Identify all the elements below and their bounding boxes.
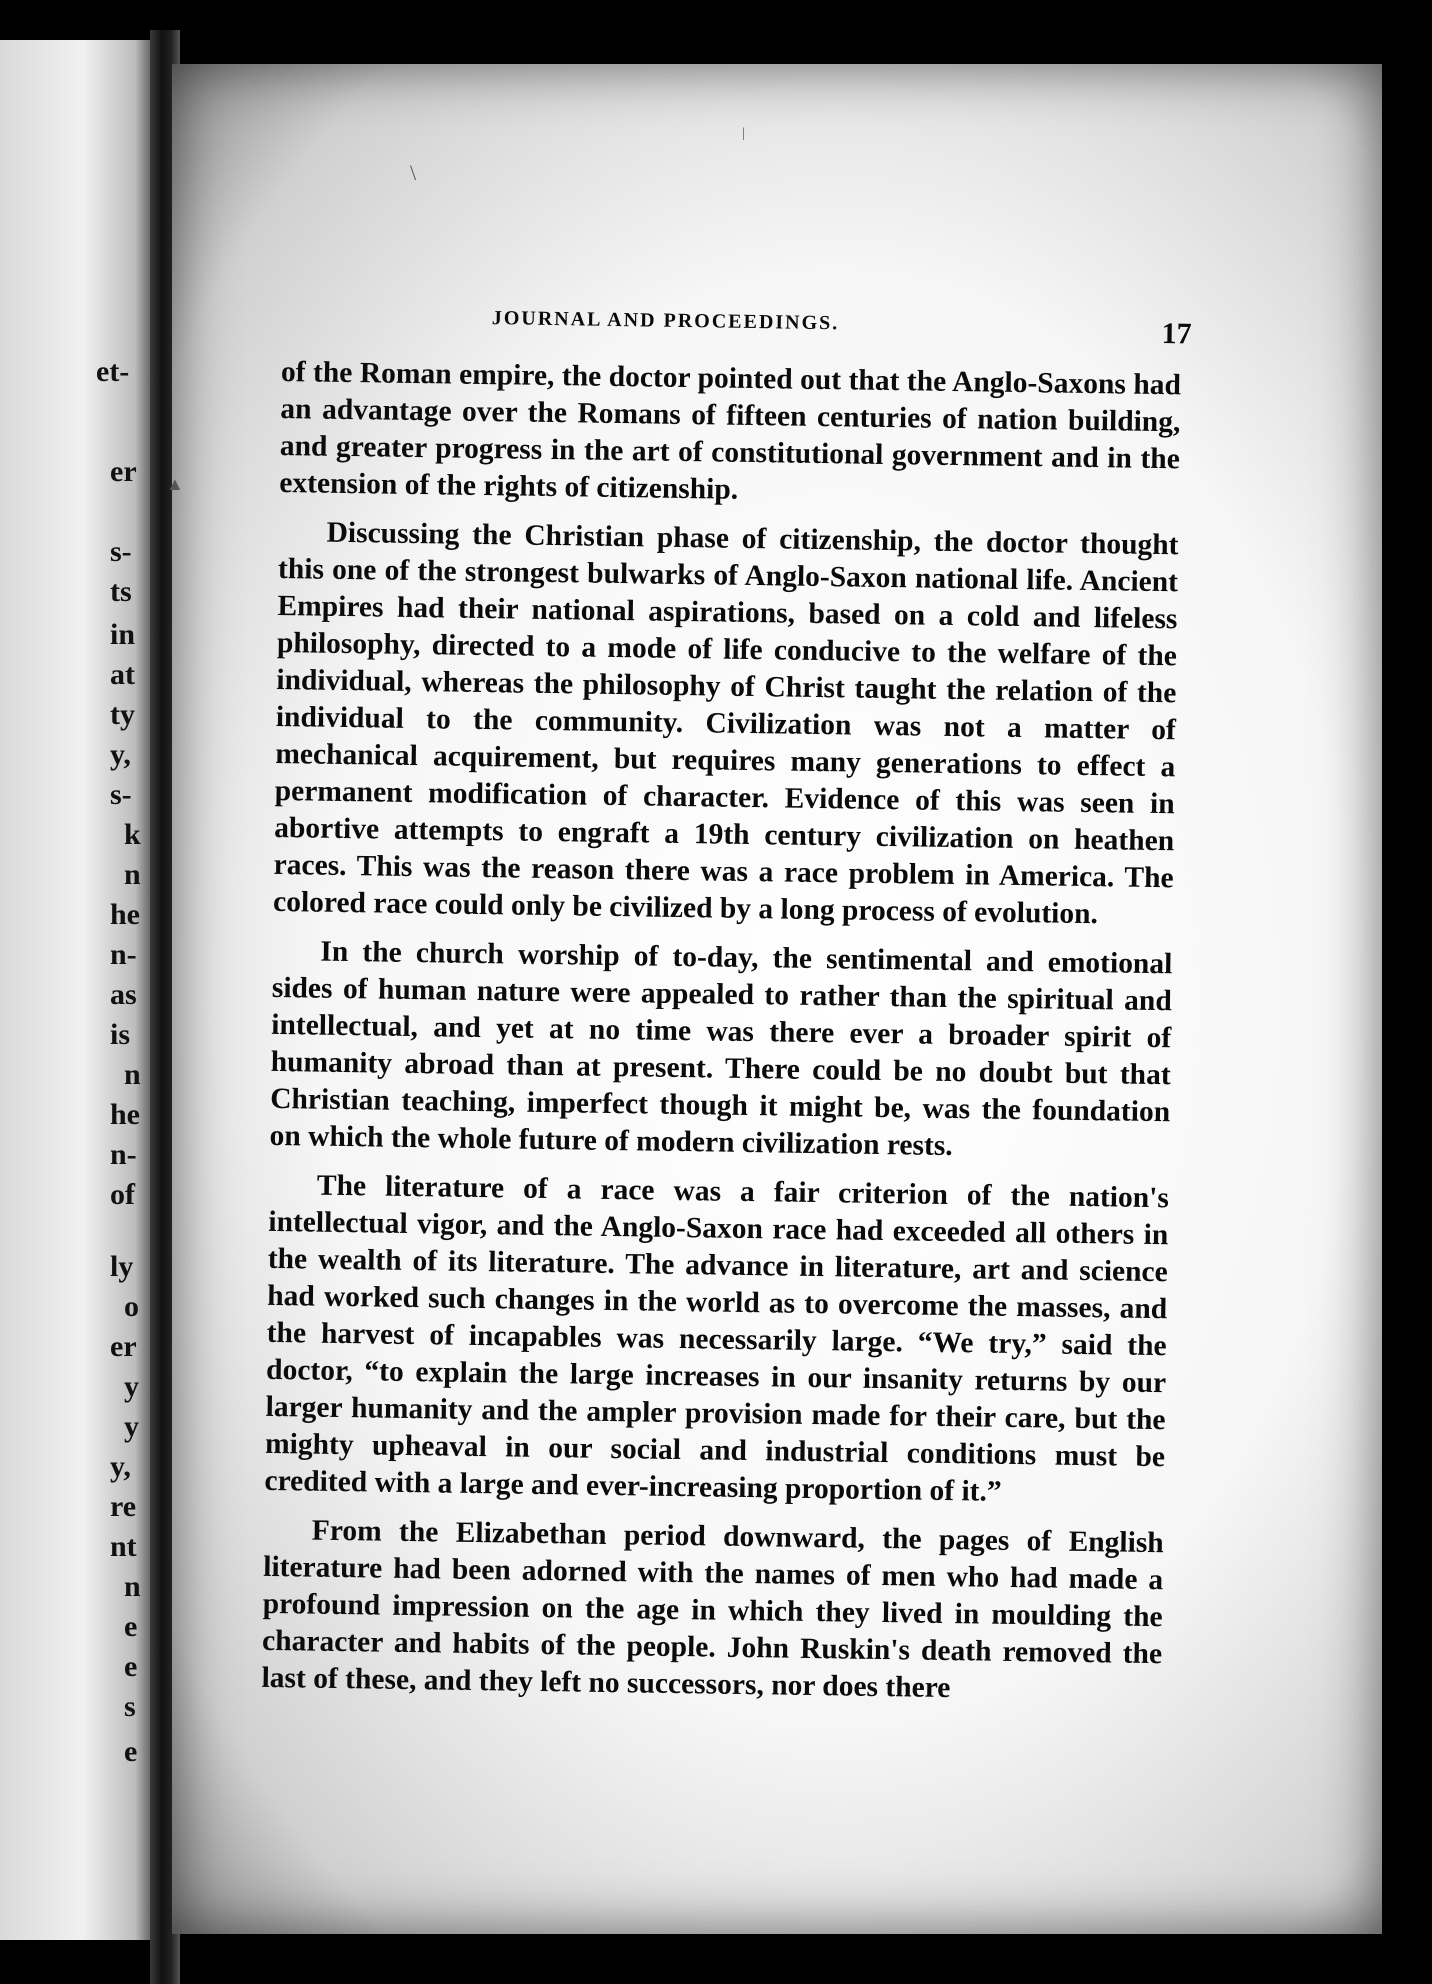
scanned-page [166, 64, 1382, 1934]
scan-mark: \ [410, 160, 417, 185]
adjacent-page-fragment: s- [110, 535, 132, 568]
scan-mark: ▲ [166, 474, 184, 494]
adjacent-page-fragment: n [124, 1570, 141, 1603]
adjacent-page-fragment: o [124, 1290, 139, 1323]
page-number: 17 [1161, 317, 1192, 351]
adjacent-page-fragment: he [110, 898, 140, 931]
page-text [261, 304, 1192, 1722]
paragraph: The literature of a race was a fair criterion of the nation's intellectual vigor, and the Anglo-Saxon race had exceeded all others in the wealth of its literature. The advance in literature, art and science had worked such changes in the world as to overcome the masses, and the harvest of incapables was necessarily large. “We try,” said the doctor, “to explain the large increases in our insanity returns by our larger humanity and the ampler provision made for their care, but the mighty upheaval in our social and industrial conditions must be credited with a large and ever-increasing proportion of it.” [264, 1169, 1170, 1508]
adjacent-page-fragment: e [124, 1610, 138, 1643]
adjacent-page-fragment: in [110, 618, 136, 651]
scan-mark: | [742, 126, 745, 141]
adjacent-page-fragment: n- [110, 1138, 137, 1171]
paragraph: of the Roman empire, the doctor pointed out that the Anglo-Saxons had an advantage over the Romans of fifteen centuries of nation building, and greater progress in the art of constitutional government and in the extension of the rights of citizenship. [279, 355, 1182, 506]
adjacent-page-fragment: of [110, 1178, 135, 1211]
adjacent-page-fragment: ts [110, 575, 132, 608]
adjacent-page-fragment: y [124, 1410, 139, 1443]
adjacent-page-fragment: n- [110, 938, 137, 971]
adjacent-page-fragment: ty [110, 698, 135, 731]
adjacent-page-fragment: et- [96, 355, 130, 388]
adjacent-page-edge [0, 40, 150, 1940]
adjacent-page-fragment: ly [110, 1250, 134, 1283]
adjacent-page-fragment: y [124, 1370, 139, 1403]
adjacent-page-fragment: s [124, 1690, 136, 1723]
adjacent-page-fragment: as [110, 978, 137, 1011]
adjacent-page-fragment: k [124, 818, 141, 851]
adjacent-page-fragment: n [124, 858, 141, 891]
adjacent-page-fragment: he [110, 1098, 140, 1131]
adjacent-page-fragment: re [110, 1490, 137, 1523]
adjacent-page-fragment: at [110, 658, 135, 691]
adjacent-page-fragment: nt [110, 1530, 137, 1563]
paragraph: In the church worship of to-day, the sentimental and emotional sides of human nature were appealed to rather than the spiritual and intellectual, and yet at no time was there ever a broader spirit of humanity abroad than at present. There could be no doubt but that Christian teaching, imperfect though it might be, was the foundation on which the whole future of modern civilization rests. [269, 935, 1173, 1163]
adjacent-page-fragment: y, [110, 738, 131, 771]
adjacent-page-fragment: y, [110, 1450, 131, 1483]
paragraph: From the Elizabethan period downward, the pages of English literature had been adorned with the names of men who had made a profound impression on the age in which they lived in moulding the character and habits of the people. John Ruskin's death removed the last of these, and they left no successors, nor does there [261, 1514, 1164, 1705]
adjacent-page-fragment: is [110, 1018, 131, 1051]
adjacent-page-fragment: s- [110, 778, 132, 811]
adjacent-page-fragment: e [124, 1735, 138, 1768]
running-title: JOURNAL AND PROCEEDINGS. [491, 307, 840, 335]
adjacent-page-fragment: er [110, 455, 137, 488]
adjacent-page-fragment: er [110, 1330, 137, 1363]
adjacent-page-fragment: n [124, 1058, 141, 1091]
paragraph: Discussing the Christian phase of citizenship, the doctor thought this one of the strongest bulwarks of Anglo-Saxon national life. Ancient Empires had their national aspirations, based on a cold and lifeless philosophy, directed to a mode of life conducive to the welfare of the individual, whereas the philosophy of Christ taught the relation of the individual to the community. Civilization was not a matter of mechanical acquirement, but requires many generations to effect a permanent modification of character. Evidence of this was seen in abortive attempts to engraft a 19th century civilization on heathen races. This was the reason there was a race problem in America. The colored race could only be civilized by a long process of evolution. [272, 516, 1179, 931]
adjacent-page-fragment: e [124, 1650, 138, 1683]
